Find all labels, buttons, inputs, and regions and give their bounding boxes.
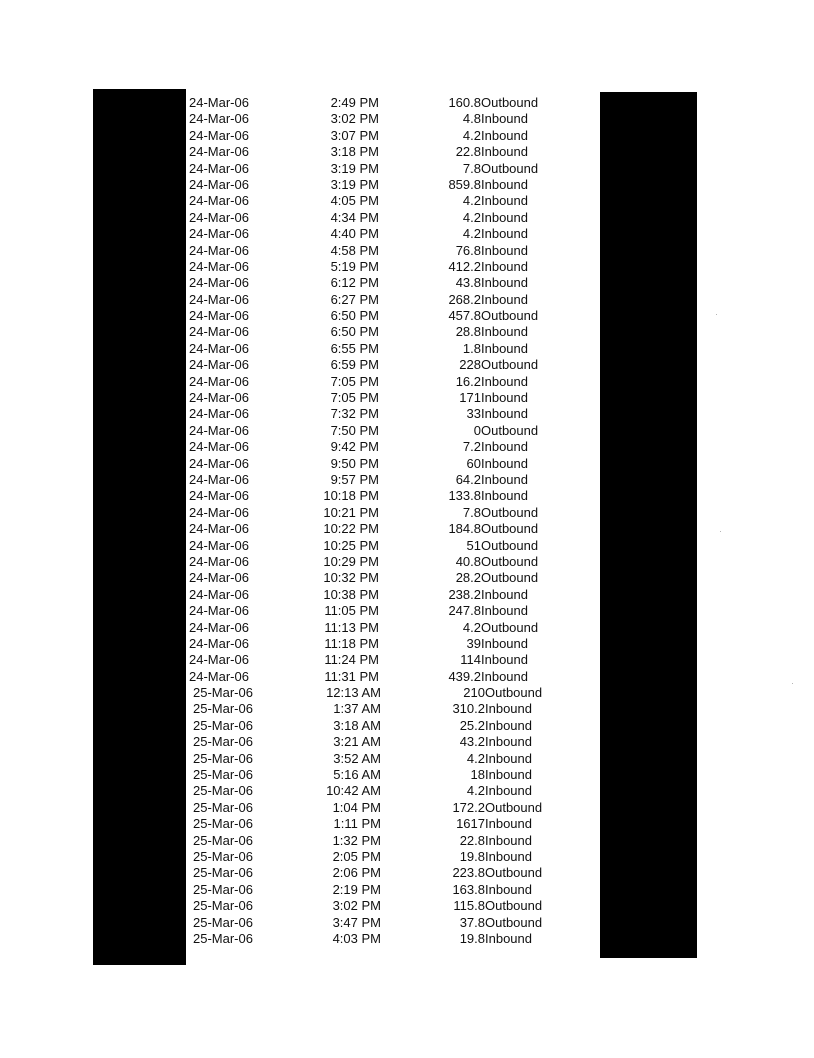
time-cell: 3:07 PM: [330, 127, 379, 143]
date-cell: 25-Mar-06: [193, 848, 253, 864]
time-cell: 6:59 PM: [330, 357, 379, 373]
time-cell: 7:05 PM: [330, 390, 379, 406]
direction-cell: Inbound: [481, 668, 528, 684]
direction-cell: Inbound: [485, 734, 532, 750]
date-cell: 24-Mar-06: [189, 619, 249, 635]
table-row: [186, 652, 600, 668]
time-cell: 11:31 PM: [324, 668, 379, 684]
table-row: [186, 685, 600, 701]
amount-cell: 223.8: [452, 865, 485, 881]
direction-cell: Inbound: [485, 881, 532, 897]
time-cell: 3:02 PM: [330, 111, 379, 127]
table-row: [186, 226, 600, 242]
table-row: [186, 800, 600, 816]
amount-cell: 457.8: [448, 308, 481, 324]
time-cell: 9:42 PM: [330, 439, 379, 455]
amount-cell: 210: [463, 685, 485, 701]
direction-cell: Inbound: [481, 127, 528, 143]
amount-cell: 133.8: [448, 488, 481, 504]
table-row: [186, 177, 600, 193]
time-cell: 6:27 PM: [330, 291, 379, 307]
table-row: [186, 636, 600, 652]
date-cell: 24-Mar-06: [189, 422, 249, 438]
date-cell: 24-Mar-06: [189, 586, 249, 602]
table-row: [186, 308, 600, 324]
direction-cell: Outbound: [485, 865, 543, 881]
direction-cell: Inbound: [481, 209, 528, 225]
table-row: [186, 833, 600, 849]
time-cell: 4:58 PM: [330, 242, 379, 258]
date-cell: 24-Mar-06: [189, 226, 249, 242]
date-cell: 24-Mar-06: [189, 668, 249, 684]
amount-cell: 43.8: [455, 275, 481, 291]
direction-cell: Inbound: [481, 258, 528, 274]
time-cell: 5:19 PM: [330, 258, 379, 274]
amount-cell: 163.8: [452, 881, 485, 897]
date-cell: 24-Mar-06: [189, 95, 249, 110]
redaction-bar-left: [93, 89, 186, 965]
table-row: [186, 554, 600, 570]
direction-cell: Inbound: [485, 750, 532, 766]
table-row: [186, 144, 600, 160]
amount-cell: 39: [466, 635, 481, 651]
table-row: [186, 406, 600, 422]
direction-cell: Inbound: [485, 783, 532, 799]
time-cell: 3:18 AM: [333, 717, 381, 733]
time-cell: 3:19 PM: [330, 160, 379, 176]
direction-cell: Inbound: [481, 652, 528, 668]
time-cell: 10:32 PM: [323, 570, 379, 586]
direction-cell: Inbound: [485, 717, 532, 733]
amount-cell: 4.2: [462, 193, 481, 209]
direction-cell: Inbound: [485, 816, 532, 832]
time-cell: 4:05 PM: [330, 193, 379, 209]
amount-cell: 114: [460, 652, 481, 668]
amount-cell: 64.2: [455, 471, 481, 487]
table-row: [186, 472, 600, 488]
amount-cell: 37.8: [459, 914, 485, 930]
direction-cell: Outbound: [481, 95, 539, 110]
direction-cell: Inbound: [481, 176, 528, 192]
table-row: [186, 193, 600, 209]
time-cell: 10:18 PM: [323, 488, 379, 504]
time-cell: 2:19 PM: [332, 881, 381, 897]
direction-cell: Inbound: [485, 767, 532, 783]
table-row: [186, 734, 600, 750]
table-row: [186, 488, 600, 504]
table-row: [186, 931, 600, 947]
date-cell: 24-Mar-06: [189, 603, 249, 619]
direction-cell: Outbound: [485, 914, 543, 930]
amount-cell: 247.8: [448, 603, 481, 619]
direction-cell: Outbound: [481, 357, 539, 373]
amount-cell: 0: [473, 422, 481, 438]
direction-cell: Inbound: [481, 439, 528, 455]
table-row: [186, 357, 600, 373]
table-row: [186, 865, 600, 881]
amount-cell: 7.8: [462, 504, 481, 520]
amount-cell: 76.8: [455, 242, 481, 258]
time-cell: 6:12 PM: [330, 275, 379, 291]
amount-cell: 4.2: [466, 783, 485, 799]
amount-cell: 43.2: [459, 734, 485, 750]
table-row: [186, 816, 600, 832]
table-row: [186, 538, 600, 554]
table-row: [186, 570, 600, 586]
date-cell: 25-Mar-06: [193, 865, 253, 881]
direction-cell: Inbound: [485, 848, 532, 864]
time-cell: 9:50 PM: [330, 455, 379, 471]
date-cell: 24-Mar-06: [189, 521, 249, 537]
amount-cell: 184.8: [448, 521, 481, 537]
amount-cell: 16.2: [455, 373, 481, 389]
direction-cell: Inbound: [485, 832, 532, 848]
amount-cell: 439.2: [448, 668, 481, 684]
table-row: [186, 751, 600, 767]
direction-cell: Inbound: [481, 340, 528, 356]
amount-cell: 1.8: [462, 340, 481, 356]
time-cell: 7:05 PM: [330, 373, 379, 389]
amount-cell: 51: [466, 537, 481, 553]
amount-cell: 40.8: [455, 553, 481, 569]
table-row: [186, 456, 600, 472]
time-cell: 2:05 PM: [332, 848, 381, 864]
table-row: [186, 587, 600, 603]
direction-cell: Inbound: [481, 488, 528, 504]
amount-cell: 171: [459, 390, 481, 406]
amount-cell: 7.8: [462, 160, 481, 176]
table-row: [186, 292, 600, 308]
date-cell: 24-Mar-06: [189, 406, 249, 422]
amount-cell: 412.2: [448, 258, 481, 274]
amount-cell: 28.8: [455, 324, 481, 340]
amount-cell: 4.2: [462, 209, 481, 225]
direction-cell: Inbound: [481, 291, 528, 307]
date-cell: 25-Mar-06: [193, 816, 253, 832]
direction-cell: Inbound: [481, 275, 528, 291]
table-row: [186, 915, 600, 931]
direction-cell: Outbound: [485, 685, 543, 701]
time-cell: 4:40 PM: [330, 226, 379, 242]
time-cell: 3:19 PM: [330, 176, 379, 192]
scan-speck: [720, 531, 721, 532]
time-cell: 2:06 PM: [332, 865, 381, 881]
table-row: [186, 275, 600, 291]
amount-cell: 160.8: [448, 95, 481, 110]
date-cell: 24-Mar-06: [189, 144, 249, 160]
date-cell: 24-Mar-06: [189, 357, 249, 373]
redaction-bar-right: [600, 92, 697, 958]
table-row: [186, 210, 600, 226]
table-row: [186, 111, 600, 127]
direction-cell: Inbound: [481, 635, 528, 651]
date-cell: 24-Mar-06: [189, 570, 249, 586]
amount-cell: 172.2: [452, 799, 485, 815]
direction-cell: Inbound: [481, 242, 528, 258]
time-cell: 4:34 PM: [330, 209, 379, 225]
amount-cell: 19.8: [459, 930, 485, 946]
amount-cell: 25.2: [459, 717, 485, 733]
amount-cell: 7.2: [462, 439, 481, 455]
direction-cell: Inbound: [481, 144, 528, 160]
table-row: [186, 324, 600, 340]
date-cell: 24-Mar-06: [189, 209, 249, 225]
date-cell: 24-Mar-06: [189, 471, 249, 487]
date-cell: 24-Mar-06: [189, 340, 249, 356]
table-row: [186, 882, 600, 898]
direction-cell: Outbound: [485, 898, 543, 914]
date-cell: 24-Mar-06: [189, 160, 249, 176]
date-cell: 25-Mar-06: [193, 701, 253, 717]
direction-cell: Inbound: [481, 406, 528, 422]
time-cell: 2:49 PM: [330, 95, 379, 110]
date-cell: 25-Mar-06: [193, 930, 253, 946]
time-cell: 6:55 PM: [330, 340, 379, 356]
time-cell: 6:50 PM: [330, 308, 379, 324]
table-row: [186, 505, 600, 521]
date-cell: 25-Mar-06: [193, 832, 253, 848]
direction-cell: Inbound: [481, 455, 528, 471]
time-cell: 4:03 PM: [332, 930, 381, 946]
time-cell: 11:05 PM: [324, 603, 379, 619]
date-cell: 24-Mar-06: [189, 193, 249, 209]
time-cell: 3:47 PM: [332, 914, 381, 930]
date-cell: 24-Mar-06: [189, 127, 249, 143]
time-cell: 1:32 PM: [332, 832, 381, 848]
date-cell: 24-Mar-06: [189, 111, 249, 127]
time-cell: 11:24 PM: [324, 652, 379, 668]
scan-speck: [716, 314, 717, 315]
table-row: [186, 390, 600, 406]
direction-cell: Outbound: [481, 160, 539, 176]
date-cell: 24-Mar-06: [189, 635, 249, 651]
amount-cell: 268.2: [448, 291, 481, 307]
date-cell: 25-Mar-06: [193, 799, 253, 815]
amount-cell: 28.2: [455, 570, 481, 586]
date-cell: 25-Mar-06: [193, 734, 253, 750]
date-cell: 24-Mar-06: [189, 488, 249, 504]
time-cell: 1:04 PM: [332, 799, 381, 815]
date-cell: 24-Mar-06: [189, 652, 249, 668]
amount-cell: 4.2: [462, 619, 481, 635]
date-cell: 25-Mar-06: [193, 717, 253, 733]
date-cell: 25-Mar-06: [193, 767, 253, 783]
table-row: [186, 898, 600, 914]
amount-cell: 22.8: [459, 832, 485, 848]
table-row: [186, 783, 600, 799]
call-log-table: [186, 95, 600, 947]
date-cell: 24-Mar-06: [189, 537, 249, 553]
scan-speck: [792, 683, 793, 684]
date-cell: 24-Mar-06: [189, 275, 249, 291]
direction-cell: Outbound: [481, 308, 539, 324]
direction-cell: Inbound: [481, 111, 528, 127]
table-row: [186, 521, 600, 537]
time-cell: 10:38 PM: [323, 586, 379, 602]
table-row: [186, 423, 600, 439]
date-cell: 24-Mar-06: [189, 504, 249, 520]
direction-cell: Outbound: [481, 570, 539, 586]
time-cell: 7:32 PM: [330, 406, 379, 422]
time-cell: 5:16 AM: [333, 767, 381, 783]
amount-cell: 18: [470, 767, 485, 783]
direction-cell: Inbound: [485, 701, 532, 717]
time-cell: 1:37 AM: [333, 701, 381, 717]
time-cell: 9:57 PM: [330, 471, 379, 487]
table-row: [186, 718, 600, 734]
table-row: [186, 374, 600, 390]
amount-cell: 4.8: [462, 111, 481, 127]
time-cell: 6:50 PM: [330, 324, 379, 340]
amount-cell: 238.2: [448, 586, 481, 602]
time-cell: 10:22 PM: [323, 521, 379, 537]
time-cell: 11:13 PM: [324, 619, 379, 635]
direction-cell: Outbound: [481, 537, 539, 553]
amount-cell: 4.2: [462, 226, 481, 242]
time-cell: 7:50 PM: [330, 422, 379, 438]
date-cell: 24-Mar-06: [189, 373, 249, 389]
amount-cell: 859.8: [448, 176, 481, 192]
date-cell: 25-Mar-06: [193, 881, 253, 897]
date-cell: 24-Mar-06: [189, 291, 249, 307]
direction-cell: Outbound: [481, 422, 539, 438]
date-cell: 24-Mar-06: [189, 390, 249, 406]
time-cell: 10:42 AM: [326, 783, 381, 799]
time-cell: 3:21 AM: [333, 734, 381, 750]
table-row: [186, 95, 600, 111]
amount-cell: 310.2: [452, 701, 485, 717]
direction-cell: Inbound: [481, 373, 528, 389]
table-row: [186, 439, 600, 455]
direction-cell: Outbound: [481, 619, 539, 635]
table-row: [186, 341, 600, 357]
amount-cell: 33: [466, 406, 481, 422]
date-cell: 25-Mar-06: [193, 750, 253, 766]
direction-cell: Inbound: [481, 193, 528, 209]
table-row: [186, 669, 600, 685]
table-row: [186, 259, 600, 275]
date-cell: 25-Mar-06: [193, 685, 253, 701]
table-row: [186, 620, 600, 636]
amount-cell: 1617: [456, 816, 485, 832]
direction-cell: Inbound: [481, 471, 528, 487]
date-cell: 24-Mar-06: [189, 439, 249, 455]
time-cell: 10:21 PM: [323, 504, 379, 520]
time-cell: 3:02 PM: [332, 898, 381, 914]
time-cell: 3:52 AM: [333, 750, 381, 766]
date-cell: 24-Mar-06: [189, 553, 249, 569]
amount-cell: 228: [459, 357, 481, 373]
direction-cell: Outbound: [481, 521, 539, 537]
table-row: [186, 701, 600, 717]
direction-cell: Inbound: [481, 226, 528, 242]
amount-cell: 4.2: [466, 750, 485, 766]
time-cell: 11:18 PM: [324, 635, 379, 651]
time-cell: 3:18 PM: [330, 144, 379, 160]
date-cell: 25-Mar-06: [193, 783, 253, 799]
time-cell: 12:13 AM: [326, 685, 381, 701]
amount-cell: 4.2: [462, 127, 481, 143]
time-cell: 1:11 PM: [333, 816, 381, 832]
amount-cell: 60: [466, 455, 481, 471]
date-cell: 24-Mar-06: [189, 176, 249, 192]
amount-cell: 115.8: [453, 898, 485, 914]
direction-cell: Inbound: [485, 930, 532, 946]
date-cell: 24-Mar-06: [189, 324, 249, 340]
direction-cell: Inbound: [481, 324, 528, 340]
date-cell: 25-Mar-06: [193, 914, 253, 930]
table-row: [186, 243, 600, 259]
date-cell: 24-Mar-06: [189, 308, 249, 324]
direction-cell: Inbound: [481, 586, 528, 602]
date-cell: 24-Mar-06: [189, 258, 249, 274]
table-row: [186, 849, 600, 865]
direction-cell: Outbound: [481, 504, 539, 520]
table-row: [186, 128, 600, 144]
table-row: [186, 603, 600, 619]
table-row: [186, 161, 600, 177]
direction-cell: Outbound: [485, 799, 543, 815]
date-cell: 25-Mar-06: [193, 898, 253, 914]
time-cell: 10:29 PM: [323, 553, 379, 569]
amount-cell: 22.8: [455, 144, 481, 160]
direction-cell: Inbound: [481, 390, 528, 406]
direction-cell: Outbound: [481, 553, 539, 569]
table-row: [186, 767, 600, 783]
direction-cell: Inbound: [481, 603, 528, 619]
time-cell: 10:25 PM: [323, 537, 379, 553]
amount-cell: 19.8: [459, 848, 485, 864]
date-cell: 24-Mar-06: [189, 455, 249, 471]
date-cell: 24-Mar-06: [189, 242, 249, 258]
